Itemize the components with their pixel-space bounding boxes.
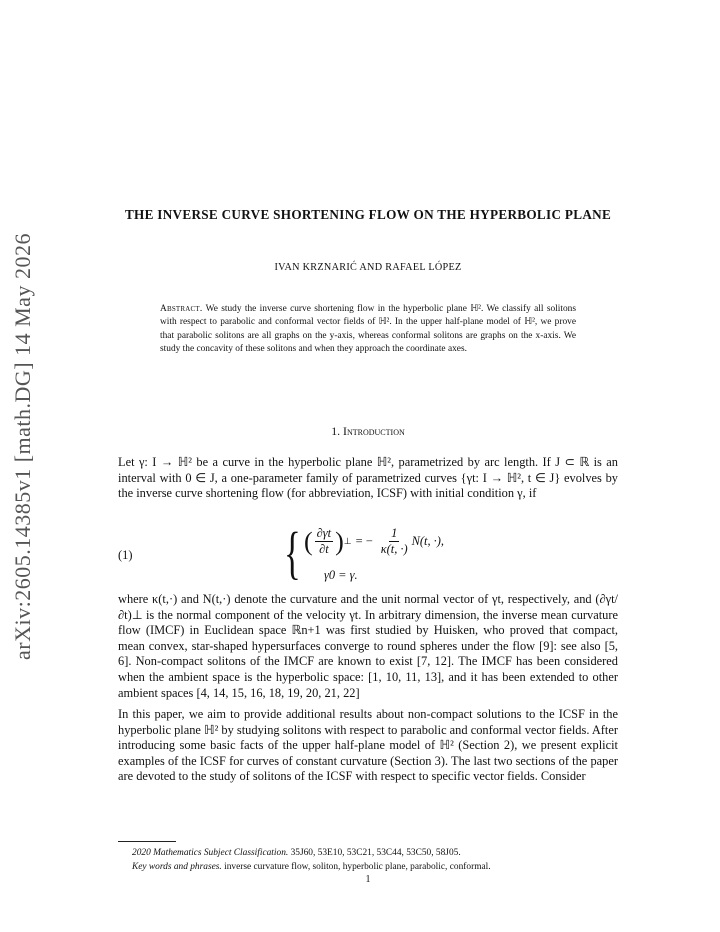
section-heading — [118, 424, 618, 439]
page-number: 1 — [365, 874, 371, 885]
paragraph-1: Let γ: I → ℍ² be a curve in the hyperbolic plane ℍ², parametrized by arc length. If J ⊂ ℝ is an interval with 0 ∈ J, a one-parameter family of parametrized curves {γt: I → ℍ², t ∈ J} evolves by the inverse curve shortening flow (for abbreviation, ICSF) with initial condition γ, if — [118, 455, 618, 501]
msc-codes: 35J60, 53E10, 53C21, 53C44, 53C50, 58J05. — [290, 848, 461, 858]
perp-symbol: ⊥ — [343, 536, 352, 546]
msc-label: 2020 Mathematics Subject Classification. — [132, 848, 289, 858]
arxiv-identifier: arXiv:2605.14385v1 [math.DG] 14 May 2026 — [10, 233, 35, 660]
rhs-tail: N(t, ·), — [411, 534, 445, 548]
paragraph-3: In this paper, we aim to provide additional results about non-compact solutions to the ICSF in the hyperbolic plane ℍ² by studying solitons with respect to parabolic and conformal vector fields. After introducing some basic facts of the upper half-plane model of ℍ² (Section 2), we present explicit examples of the ICSF for curves of constant curvature (Section 3). The last two sections of the paper are devoted to the study of solitons of the ICSF with respect to specific vector fields. Consider — [118, 707, 618, 784]
footnote-msc — [132, 847, 618, 860]
abstract — [160, 303, 576, 357]
section-number: 1. — [331, 424, 341, 438]
paragraph-2: where κ(t,·) and N(t,·) denote the curvature and the unit normal vector of γt, respectively, and (∂γt/∂t)⊥ is the normal component of the velocity γt. In arbitrary dimension, the inverse mean curvature flow (IMCF) in Euclidean space ℝn+1 was first studied by Huisken, who proved that compact, mean convex, star-shaped hypersurfaces converge to round spheres under the flow [9]: see also [5, 6]. Non-compact solitons of the IMCF are known to exist [7, 12]. The IMCF has been considered when the ambient space is the hyperbolic space: [1, 10, 11, 13], and it has been extended to other ambient spaces [4, 14, 15, 16, 18, 19, 20, 21, 22] — [118, 592, 618, 700]
equation-line-2: γ0 = γ. — [324, 568, 358, 582]
keywords-text: inverse curvature flow, soliton, hyperbolic plane, parabolic, conformal. — [224, 862, 491, 872]
paper-title: THE INVERSE CURVE SHORTENING FLOW ON THE HYPERBOLIC PLANE — [124, 207, 612, 222]
keywords-label: Key words and phrases. — [132, 862, 222, 872]
lhs-fraction: $\frac{\partial\gamma t}{\partial t}$ — [316, 526, 332, 556]
equals-sign: = − — [355, 534, 373, 548]
rhs-fraction: $\frac{1}{\kappa(t, \cdot)}$ — [380, 526, 408, 556]
abstract-text: We study the inverse curve shortening flow in the hyperbolic plane ℍ². We classify all solitons with respect to parabolic and conformal vector fields of ℍ². In the upper half-plane model of ℍ², we prove that parabolic solitons are all graphs on the y-axis, whereas conformal solitons are graphs on the x-axis. We study the concavity of these solitons and when they approach the coordinate axes. — [160, 304, 576, 355]
equation-line-1: ( $\frac{\partial\gamma t}{\partial t}$ ) ⊥ = − $\frac{1}{\kappa(t, \cdot)}$ N(t, ·), — [304, 526, 445, 556]
footnote-rule — [118, 841, 176, 842]
section-title: Introduction — [343, 424, 405, 438]
equation-number: (1) — [118, 548, 133, 562]
abstract-heading: Abstract. — [160, 304, 203, 314]
footnote-keywords — [132, 861, 618, 874]
paper-authors: IVAN KRZNARIĆ AND RAFAEL LÓPEZ — [274, 262, 462, 273]
equation-brace: { — [284, 520, 301, 585]
equation-1 — [284, 520, 484, 586]
